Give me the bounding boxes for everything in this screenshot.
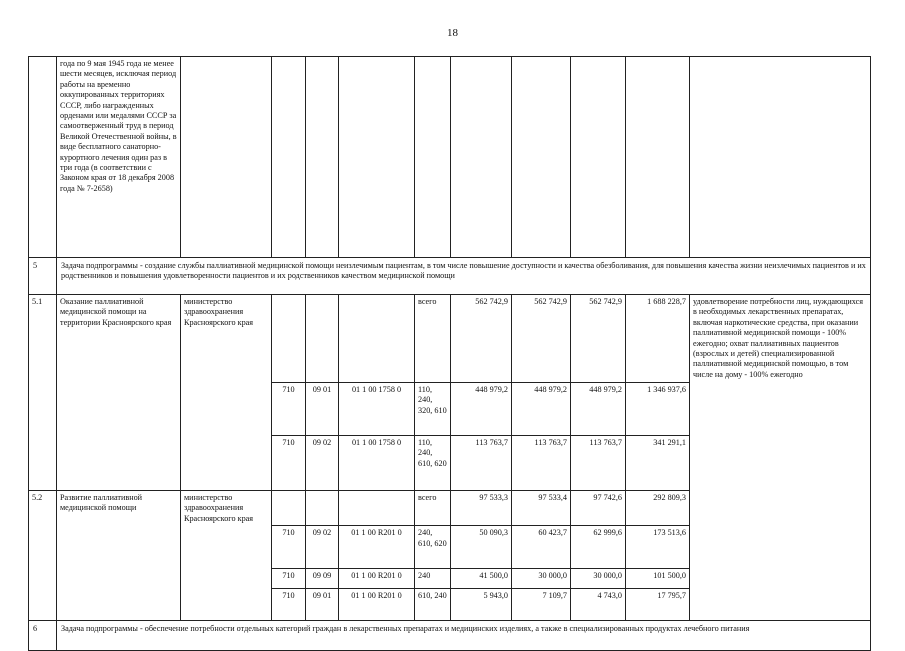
cell	[29, 526, 57, 569]
rzpr-cell	[306, 490, 339, 526]
cell	[571, 57, 626, 258]
year2-cell: 97 533,4	[512, 490, 571, 526]
item-name: Развитие паллиативной медицинской помощи	[57, 490, 181, 526]
total-cell: 1 346 937,6	[626, 382, 690, 435]
csr-cell: 01 1 00 1758 0	[339, 435, 415, 490]
table-row	[29, 490, 871, 526]
cell	[690, 382, 871, 435]
year3-cell: 30 000,0	[571, 569, 626, 589]
task-number: 5	[29, 258, 57, 295]
item-executor: министерство здравоохранения Красноярского края	[181, 490, 272, 526]
table-row	[29, 382, 871, 435]
vr-cell: всего	[415, 295, 451, 383]
vr-cell: всего	[415, 490, 451, 526]
cell	[57, 435, 181, 490]
cell	[29, 382, 57, 435]
total-cell: 1 688 228,7	[626, 295, 690, 383]
grbs-cell	[272, 490, 306, 526]
year3-cell: 62 999,6	[571, 526, 626, 569]
vr-cell: 240, 610, 620	[415, 526, 451, 569]
year1-cell: 562 742,9	[451, 295, 512, 383]
task-row	[29, 621, 871, 651]
table-row	[29, 295, 871, 383]
cell	[181, 57, 272, 258]
csr-cell	[339, 295, 415, 383]
table-row	[29, 589, 871, 621]
year3-cell: 4 743,0	[571, 589, 626, 621]
item-number: 5.2	[29, 490, 57, 526]
rzpr-cell: 09 01	[306, 589, 339, 621]
csr-cell: 01 1 00 R201 0	[339, 526, 415, 569]
cell	[181, 589, 272, 621]
cell	[690, 589, 871, 621]
grbs-cell: 710	[272, 526, 306, 569]
page-number: 18	[447, 27, 458, 39]
cell	[57, 526, 181, 569]
continuation-row	[29, 57, 871, 258]
task-text: Задача подпрограммы - обеспечение потребности отдельных категорий граждан в лекарственных препаратах и медицинских изделиях, а также в специализированных продуктах лечебного питания	[57, 621, 871, 651]
total-cell: 292 809,3	[626, 490, 690, 526]
cell	[339, 57, 415, 258]
cell	[181, 435, 272, 490]
item-executor: министерство здравоохранения Красноярского края	[181, 295, 272, 383]
year2-cell: 30 000,0	[512, 569, 571, 589]
cell	[690, 526, 871, 569]
cell	[512, 57, 571, 258]
vr-cell: 240	[415, 569, 451, 589]
grbs-cell: 710	[272, 569, 306, 589]
year1-cell: 97 533,3	[451, 490, 512, 526]
cell	[306, 57, 339, 258]
year2-cell: 448 979,2	[512, 382, 571, 435]
cell	[690, 569, 871, 589]
cell	[415, 57, 451, 258]
cell	[181, 382, 272, 435]
total-cell: 341 291,1	[626, 435, 690, 490]
rzpr-cell: 09 02	[306, 526, 339, 569]
vr-cell: 110, 240, 610, 620	[415, 435, 451, 490]
year1-cell: 41 500,0	[451, 569, 512, 589]
table-row	[29, 435, 871, 490]
vr-cell: 110, 240, 320, 610	[415, 382, 451, 435]
year3-cell: 97 742,6	[571, 490, 626, 526]
year1-cell: 5 943,0	[451, 589, 512, 621]
csr-cell: 01 1 00 R201 0	[339, 569, 415, 589]
cell	[29, 569, 57, 589]
cell	[29, 57, 57, 258]
cell	[451, 57, 512, 258]
result-text: удовлетворение потребности лиц, нуждающихся в необходимых лекарственных препаратах, включая наркотические средства, при оказании паллиативной медицинской помощи - 100% ежегодно; охват паллиативных пациентов (взрослых и детей) специализированной паллиативной медицинской помощью, в том числе на дому - 100% ежегодно	[690, 295, 871, 383]
task-row	[29, 258, 871, 295]
rzpr-cell	[306, 295, 339, 383]
table-row	[29, 569, 871, 589]
item-name: Оказание паллиативной медицинской помощи на территории Красноярского края	[57, 295, 181, 383]
cell	[690, 490, 871, 526]
cell	[29, 435, 57, 490]
year1-cell: 113 763,7	[451, 435, 512, 490]
total-cell: 17 795,7	[626, 589, 690, 621]
cell	[690, 435, 871, 490]
cell	[57, 569, 181, 589]
rzpr-cell: 09 01	[306, 382, 339, 435]
csr-cell: 01 1 00 1758 0	[339, 382, 415, 435]
year2-cell: 113 763,7	[512, 435, 571, 490]
grbs-cell: 710	[272, 435, 306, 490]
cell	[272, 57, 306, 258]
vr-cell: 610, 240	[415, 589, 451, 621]
rzpr-cell: 09 02	[306, 435, 339, 490]
year3-cell: 562 742,9	[571, 295, 626, 383]
year1-cell: 50 090,3	[451, 526, 512, 569]
item-number: 5.1	[29, 295, 57, 383]
task-text: Задача подпрограммы - создание службы паллиативной медицинской помощи неизлечимым пациентам, в том числе повышение доступности и качества обезболивания, для повышения качества жизни неизлечимых пациентов и их родственников и повышения удовлетворенности пациентов и их родственников качеством медицинской помощи	[57, 258, 871, 295]
task-number: 6	[29, 621, 57, 651]
year3-cell: 448 979,2	[571, 382, 626, 435]
csr-cell: 01 1 00 R201 0	[339, 589, 415, 621]
cell	[181, 569, 272, 589]
table-row	[29, 526, 871, 569]
year1-cell: 448 979,2	[451, 382, 512, 435]
year3-cell: 113 763,7	[571, 435, 626, 490]
cell	[29, 589, 57, 621]
grbs-cell	[272, 295, 306, 383]
year2-cell: 7 109,7	[512, 589, 571, 621]
rzpr-cell: 09 09	[306, 569, 339, 589]
cell	[690, 57, 871, 258]
cell	[626, 57, 690, 258]
grbs-cell: 710	[272, 589, 306, 621]
cell	[57, 382, 181, 435]
csr-cell	[339, 490, 415, 526]
year2-cell: 562 742,9	[512, 295, 571, 383]
total-cell: 101 500,0	[626, 569, 690, 589]
continuation-text: года по 9 мая 1945 года не менее шести месяцев, исключая период работы на временно оккупированных территориях СССР, либо награжденных орденами или медалями СССР за самоотверженный труд в период Великой Отечественной войны, в виде бесплатного санаторно-курортного лечения один раз в три года (в соответствии с Законом края от 18 декабря 2008 года № 7-2658)	[57, 57, 181, 258]
grbs-cell: 710	[272, 382, 306, 435]
year2-cell: 60 423,7	[512, 526, 571, 569]
cell	[57, 589, 181, 621]
cell	[181, 526, 272, 569]
total-cell: 173 513,6	[626, 526, 690, 569]
program-table	[28, 56, 871, 651]
